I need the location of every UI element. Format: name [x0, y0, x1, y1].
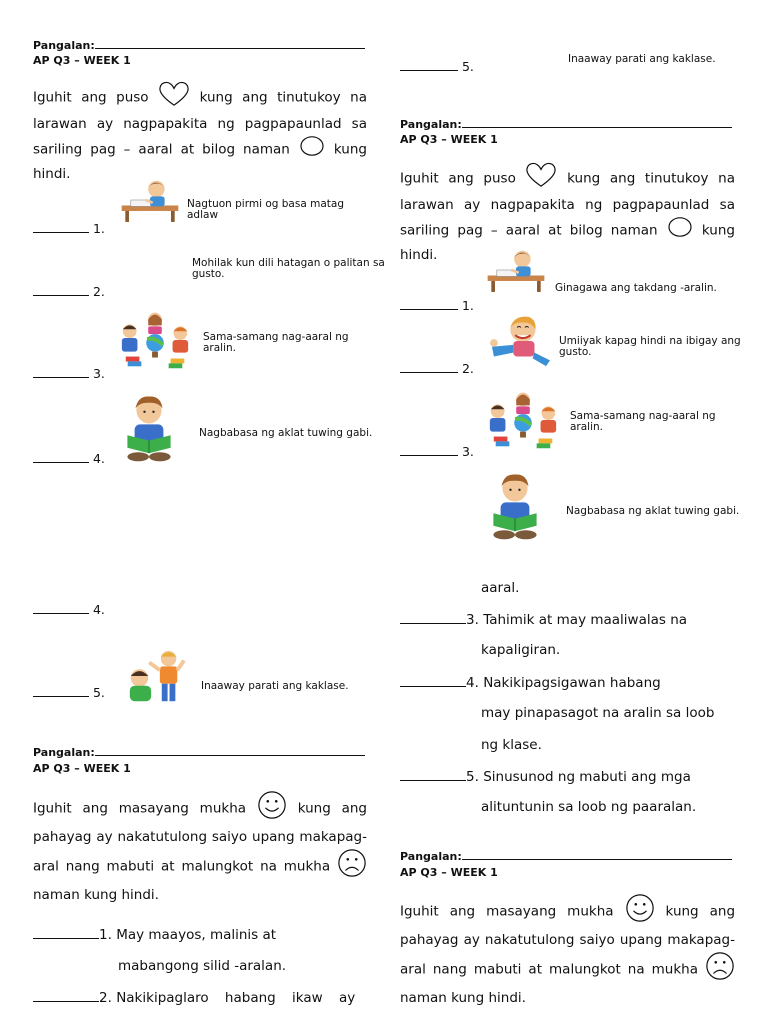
- item-number: 5.: [461, 59, 474, 74]
- statement-number: 1.: [99, 927, 112, 943]
- circle-icon: [666, 216, 694, 245]
- answer-blank[interactable]: [400, 674, 466, 687]
- week-label: AP Q3 – WEEK 1: [400, 133, 498, 146]
- reading-boy-illustration: [122, 392, 176, 464]
- statement-text: May maayos, malinis at: [116, 927, 277, 943]
- item-caption: Inaaway parati ang kaklase.: [568, 53, 716, 65]
- statement-number: 3.: [466, 612, 479, 628]
- week-label: AP Q3 – WEEK 1: [33, 762, 131, 775]
- heart-instruction: [33, 81, 367, 185]
- answer-item: [33, 220, 105, 236]
- face-instruction-part-b: kung ang pahayag ay nakatutulong saiyo upang makapag-aral nang mabuti at malungkot na mukha: [400, 903, 736, 978]
- reading-boy-illustration: [488, 470, 542, 542]
- statement-number: 4.: [466, 675, 479, 691]
- statement-row: [33, 989, 355, 1006]
- heart-icon: [158, 81, 190, 114]
- statement-text: Tahimik at may maaliwalas na: [483, 612, 688, 628]
- group-study-illustration: [116, 308, 194, 370]
- answer-blank[interactable]: [400, 297, 458, 310]
- week-label: AP Q3 – WEEK 1: [33, 54, 131, 67]
- face-instruction-part-a: Iguhit ang masayang mukha: [400, 903, 614, 920]
- item-caption: Nagbabasa ng aklat tuwing gabi.: [566, 505, 740, 517]
- answer-item: [400, 297, 474, 313]
- answer-item: [33, 283, 105, 299]
- happy-face-icon: [257, 790, 287, 827]
- answer-item: [33, 601, 105, 617]
- heart-instruction-part-b: kung ang tinutukoy na larawan ay nagpapakita ng pagpapaunlad sa sariling pag – aaral at bilog naman: [33, 89, 368, 158]
- happy-face-icon: [625, 893, 655, 930]
- item-number: 1.: [92, 221, 105, 236]
- name-blank-line[interactable]: [95, 743, 365, 756]
- item-number: 4.: [92, 451, 105, 466]
- item-number: 1.: [461, 298, 474, 313]
- name-blank-line[interactable]: [95, 36, 365, 49]
- item-caption: Inaaway parati ang kaklase.: [201, 680, 349, 692]
- heart-instruction-part-a: Iguhit ang puso: [33, 89, 149, 106]
- answer-item: [33, 365, 105, 381]
- statement-number: 2.: [99, 990, 112, 1006]
- name-label: Pangalan:: [400, 118, 462, 131]
- statement-continuation: alituntunin sa loob ng paaralan.: [481, 799, 697, 815]
- answer-item: [33, 450, 105, 466]
- face-instruction-part-a: Iguhit ang masayang mukha: [33, 800, 247, 817]
- statement-continuation: may pinapasagot na aralin sa loob: [481, 705, 715, 721]
- answer-blank[interactable]: [33, 989, 99, 1002]
- statement-text: Nakikipagsigawan habang: [483, 675, 661, 691]
- answer-blank[interactable]: [33, 684, 89, 697]
- statement-row: [400, 768, 691, 785]
- heart-instruction-part-b: kung ang tinutukoy na larawan ay nagpapakita ng pagpapaunlad sa sariling pag – aaral at bilog naman: [400, 170, 735, 239]
- answer-item: [33, 684, 105, 700]
- statement-text: Sinusunod ng mabuti ang mga: [483, 769, 691, 785]
- heart-icon: [525, 162, 557, 195]
- item-number: 3.: [461, 444, 474, 459]
- name-label: Pangalan:: [33, 746, 95, 759]
- item-number: 2.: [461, 361, 474, 376]
- face-instruction-part-b: kung ang pahayag ay nakatutulong saiyo upang makapag-aral nang mabuti at malungkot na mukha: [33, 800, 368, 875]
- answer-blank[interactable]: [33, 365, 89, 378]
- answer-item: [400, 360, 474, 376]
- item-caption: Sama-samang nag-aaral ng aralin.: [203, 331, 349, 354]
- name-field-label: [400, 115, 732, 131]
- name-field-label: [33, 743, 365, 759]
- sad-face-icon: [705, 951, 735, 988]
- name-label: Pangalan:: [400, 850, 462, 863]
- answer-blank[interactable]: [400, 360, 458, 373]
- item-number: 4.: [92, 602, 105, 617]
- studying-boy-illustration: [118, 178, 182, 222]
- bullying-illustration: [124, 644, 186, 708]
- answer-blank[interactable]: [33, 601, 89, 614]
- heart-instruction-part-a: Iguhit ang puso: [400, 170, 516, 187]
- item-caption: Umiiyak kapag hindi na ibigay ang gusto.: [559, 335, 741, 358]
- answer-blank[interactable]: [33, 220, 89, 233]
- statement-continuation: ng klase.: [481, 737, 542, 753]
- name-blank-line[interactable]: [462, 847, 732, 860]
- name-field-label: [33, 36, 365, 52]
- circle-icon: [298, 135, 326, 164]
- answer-blank[interactable]: [400, 611, 466, 624]
- answer-item: [400, 443, 474, 459]
- statement-row: [400, 674, 661, 691]
- item-number: 2.: [92, 284, 105, 299]
- answer-blank[interactable]: [400, 443, 458, 456]
- answer-item: [400, 58, 474, 74]
- name-field-label: [400, 847, 732, 863]
- studying-boy-illustration: [484, 248, 548, 292]
- sad-face-icon: [337, 848, 367, 885]
- statement-continuation: kapaligiran.: [481, 642, 561, 658]
- item-caption: Ginagawa ang takdang -aralin.: [555, 282, 717, 294]
- heart-instruction: [400, 162, 735, 266]
- statement-row: [33, 926, 276, 943]
- statement-number: 5.: [466, 769, 479, 785]
- group-study-illustration: [484, 388, 562, 450]
- statement-continuation: aaral.: [481, 580, 520, 596]
- face-instruction: [33, 790, 367, 906]
- item-number: 5.: [92, 685, 105, 700]
- item-caption: Nagtuon pirmi og basa matag adlaw: [187, 198, 344, 221]
- item-caption: Nagbabasa ng aklat tuwing gabi.: [199, 427, 373, 439]
- face-instruction-part-c: naman kung hindi.: [400, 990, 526, 1006]
- name-blank-line[interactable]: [462, 115, 732, 128]
- item-caption: Mohilak kun dili hatagan o palitan sa gusto.: [192, 257, 385, 280]
- face-instruction: [400, 893, 735, 1009]
- face-instruction-part-c: naman kung hindi.: [33, 887, 159, 903]
- statement-continuation: mabangong silid -aralan.: [118, 958, 287, 974]
- item-number: 3.: [92, 366, 105, 381]
- statement-text: Nakikipaglaro habang ikaw ay: [116, 990, 356, 1006]
- week-label: AP Q3 – WEEK 1: [400, 866, 498, 879]
- item-caption: Sama-samang nag-aaral ng aralin.: [570, 410, 716, 433]
- answer-blank[interactable]: [400, 768, 466, 781]
- answer-blank[interactable]: [33, 926, 99, 939]
- answer-blank[interactable]: [400, 58, 458, 71]
- heart-instruction-part-c: kung hindi.: [33, 141, 367, 182]
- crying-child-illustration: [485, 312, 555, 370]
- heart-instruction-part-c: kung hindi.: [400, 222, 735, 263]
- statement-row: [400, 611, 687, 628]
- answer-blank[interactable]: [33, 283, 89, 296]
- name-label: Pangalan:: [33, 39, 95, 52]
- answer-blank[interactable]: [33, 450, 89, 463]
